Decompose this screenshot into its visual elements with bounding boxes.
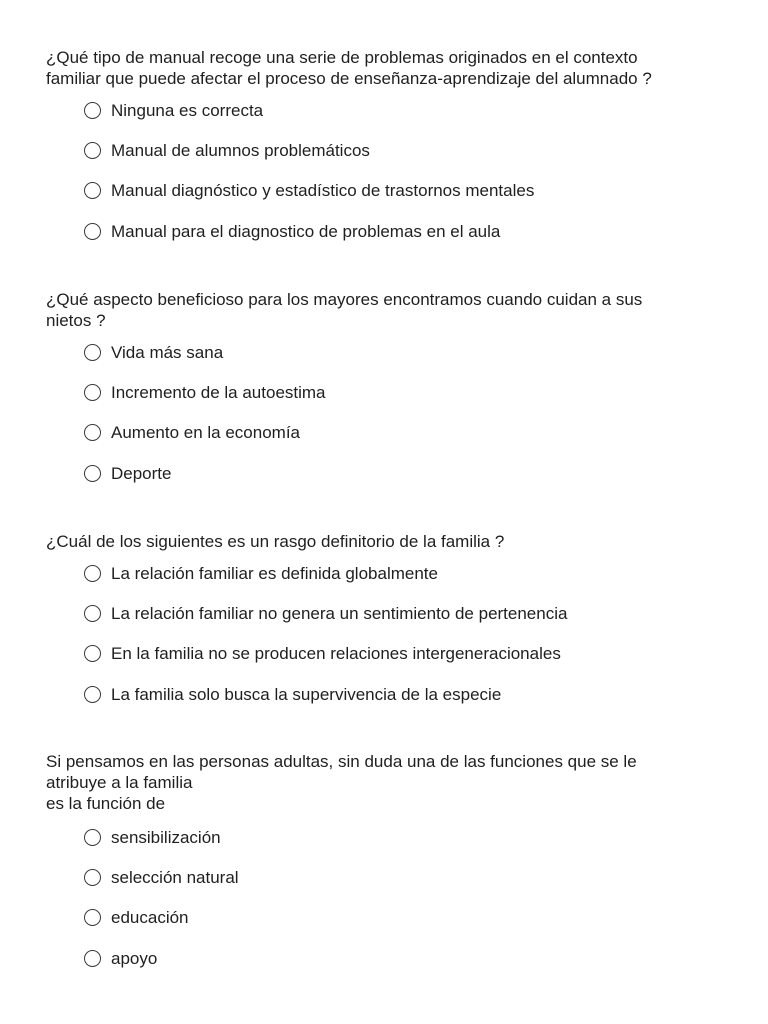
radio-button[interactable]	[84, 909, 101, 926]
question-1-option-3[interactable]	[84, 177, 534, 203]
radio-button[interactable]	[84, 102, 101, 119]
question-3-option-4[interactable]	[84, 681, 501, 707]
question-2-option-3[interactable]	[84, 419, 300, 445]
question-4-option-1[interactable]	[84, 824, 221, 850]
option-label: Incremento de la autoestima	[111, 382, 326, 402]
question-3-option-1[interactable]	[84, 560, 438, 586]
question-4-option-4[interactable]	[84, 945, 157, 971]
option-label: La relación familiar es definida globalmente	[111, 563, 438, 583]
radio-button[interactable]	[84, 223, 101, 240]
option-label: Manual diagnóstico y estadístico de trastornos mentales	[111, 180, 535, 200]
option-label: Aumento en la economía	[111, 422, 301, 442]
question-2-option-4[interactable]	[84, 460, 171, 486]
option-label: Ninguna es correcta	[111, 100, 264, 120]
radio-button[interactable]	[84, 565, 101, 582]
question-1	[46, 47, 726, 241]
radio-button[interactable]	[84, 645, 101, 662]
radio-button[interactable]	[84, 869, 101, 886]
option-label: La familia solo busca la supervivencia de la especie	[111, 684, 502, 704]
radio-button[interactable]	[84, 686, 101, 703]
question-4	[46, 751, 726, 968]
question-3-text: ¿Cuál de los siguientes es un rasgo definitorio de la familia ?	[46, 532, 505, 551]
question-3-option-3[interactable]	[84, 640, 561, 666]
question-2-text: ¿Qué aspecto beneficioso para los mayores encontramos cuando cuidan a sus nietos ?	[46, 290, 643, 330]
question-3-option-2[interactable]	[84, 600, 567, 626]
question-4-option-2[interactable]	[84, 864, 239, 890]
question-1-option-1[interactable]	[84, 97, 263, 123]
option-label: sensibilización	[111, 827, 221, 847]
question-3	[46, 531, 726, 704]
option-label: apoyo	[111, 948, 158, 968]
option-label: Vida más sana	[111, 342, 224, 362]
radio-button[interactable]	[84, 829, 101, 846]
radio-button[interactable]	[84, 950, 101, 967]
option-label: La relación familiar no genera un sentimiento de pertenencia	[111, 603, 568, 623]
question-4-option-3[interactable]	[84, 904, 189, 930]
radio-button[interactable]	[84, 182, 101, 199]
radio-button[interactable]	[84, 605, 101, 622]
option-label: Manual para el diagnostico de problemas en el aula	[111, 221, 501, 241]
option-label: Deporte	[111, 463, 172, 483]
question-1-option-2[interactable]	[84, 137, 370, 163]
option-label: educación	[111, 907, 189, 927]
question-1-text: ¿Qué tipo de manual recoge una serie de problemas originados en el contexto familiar que puede afectar el proceso de enseñanza-aprendizaje del alumnado ?	[46, 48, 652, 88]
question-1-option-4[interactable]	[84, 218, 500, 244]
question-2-option-1[interactable]	[84, 339, 223, 365]
question-2-option-2[interactable]	[84, 379, 326, 405]
option-label: Manual de alumnos problemáticos	[111, 140, 370, 160]
radio-button[interactable]	[84, 465, 101, 482]
radio-button[interactable]	[84, 424, 101, 441]
radio-button[interactable]	[84, 384, 101, 401]
question-4-text: Si pensamos en las personas adultas, sin duda una de las funciones que se le atribuye a la familia es la función de	[46, 752, 637, 813]
radio-button[interactable]	[84, 142, 101, 159]
option-label: selección natural	[111, 867, 239, 887]
question-2	[46, 289, 726, 483]
option-label: En la familia no se producen relaciones intergeneracionales	[111, 643, 561, 663]
radio-button[interactable]	[84, 344, 101, 361]
